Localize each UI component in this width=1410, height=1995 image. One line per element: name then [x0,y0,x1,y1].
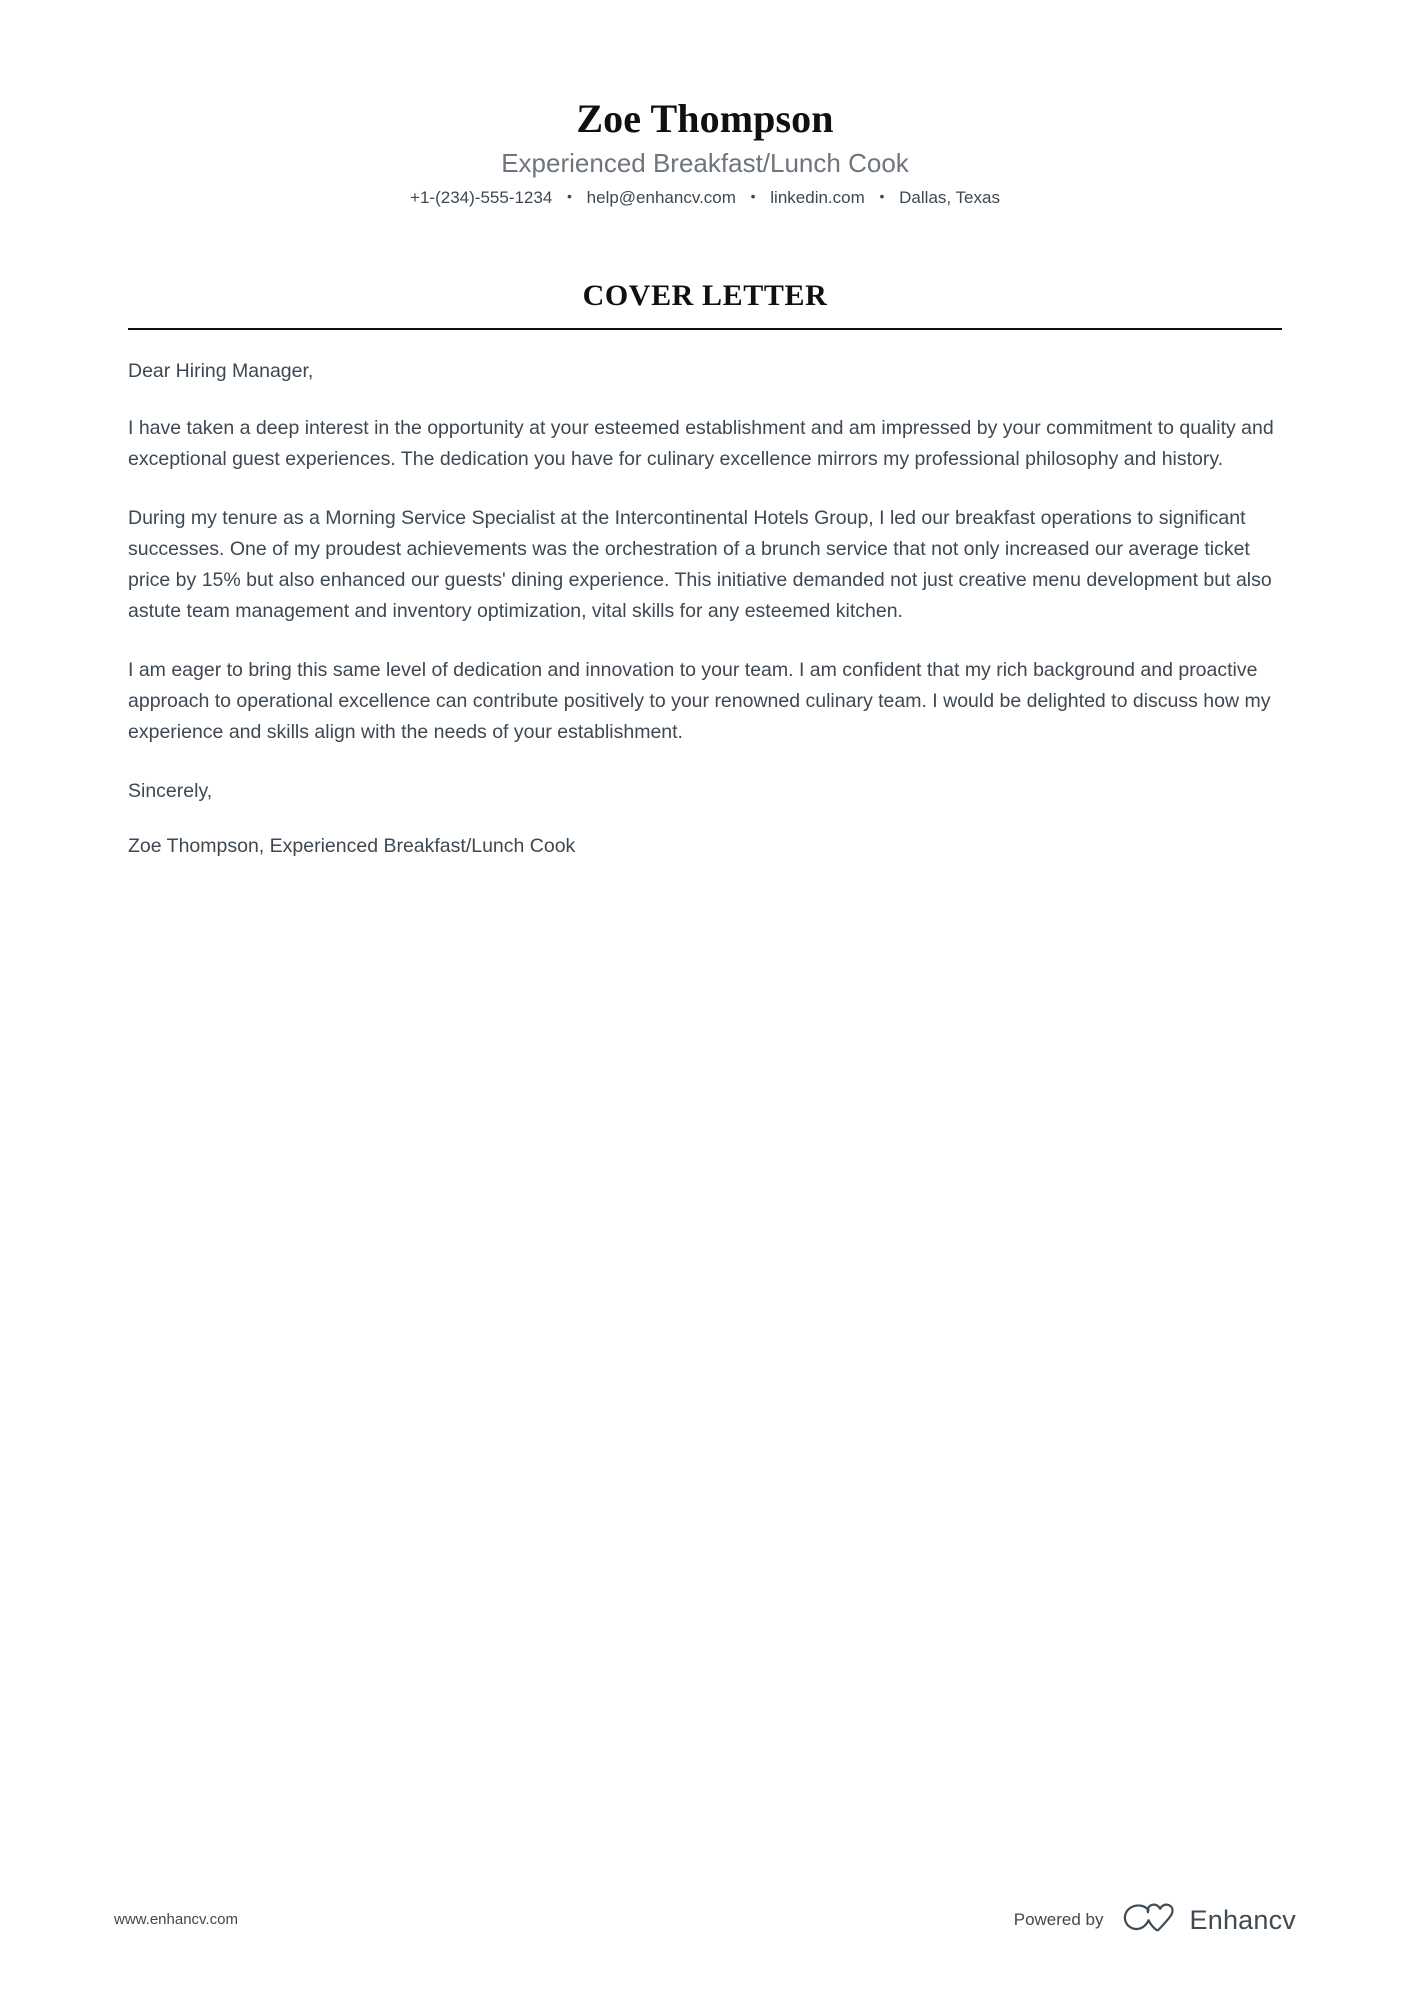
letter-body [128,330,1282,862]
contact-location: Dallas, Texas [899,188,1000,207]
footer-brand [1014,1903,1296,1938]
enhancv-brand-lockup[interactable] [1122,1903,1296,1938]
section-title: COVER LETTER [582,279,828,312]
candidate-name: Zoe Thompson [576,96,834,141]
contact-separator-icon: • [750,188,756,204]
document-footer [0,1845,1410,1995]
contact-email[interactable]: help@enhancv.com [586,188,736,207]
candidate-job-title: Experienced Breakfast/Lunch Cook [501,148,909,178]
enhancv-logo-icon [1122,1903,1176,1938]
contact-line [0,186,1410,210]
contact-linkedin[interactable]: linkedin.com [770,188,865,207]
section-header [128,210,1282,330]
letter-salutation: Dear Hiring Manager, [128,360,314,382]
letter-paragraph: During my tenure as a Morning Service Specialist at the Intercontinental Hotels Group, I led our breakfast operations to significant successes. One of my proudest achievements was the orchestration of a brunch service that not only increased our average ticket price by 15% but also enhanced our guests' dining experience. This initiative demanded not just creative menu development but also astute team management and inventory optimization, vital skills for any esteemed kitchen. [128,507,1272,622]
document-header [0,0,1410,210]
letter-paragraph: I am eager to bring this same level of dedication and innovation to your team. I am confident that my rich background and proactive approach to operational excellence can contribute positively to your renowned culinary team. I would be delighted to discuss how my experience and skills align with the needs of your establishment. [128,659,1271,743]
powered-by-label: Powered by [1013,1910,1104,1929]
enhancv-wordmark: Enhancv [1189,1905,1296,1935]
letter-signature: Zoe Thompson, Experienced Breakfast/Lunch Cook [128,835,576,857]
contact-separator-icon: • [879,188,885,204]
letter-paragraph: I have taken a deep interest in the opportunity at your esteemed establishment and am impressed by your commitment to quality and exceptional guest experiences. The dedication you have for culinary excellence mirrors my professional philosophy and history. [128,417,1274,470]
contact-separator-icon: • [567,188,572,204]
footer-website[interactable]: www.enhancv.com [114,1911,238,1928]
letter-closing: Sincerely, [128,780,213,802]
contact-phone: +1-(234)-555-1234 [410,188,553,207]
